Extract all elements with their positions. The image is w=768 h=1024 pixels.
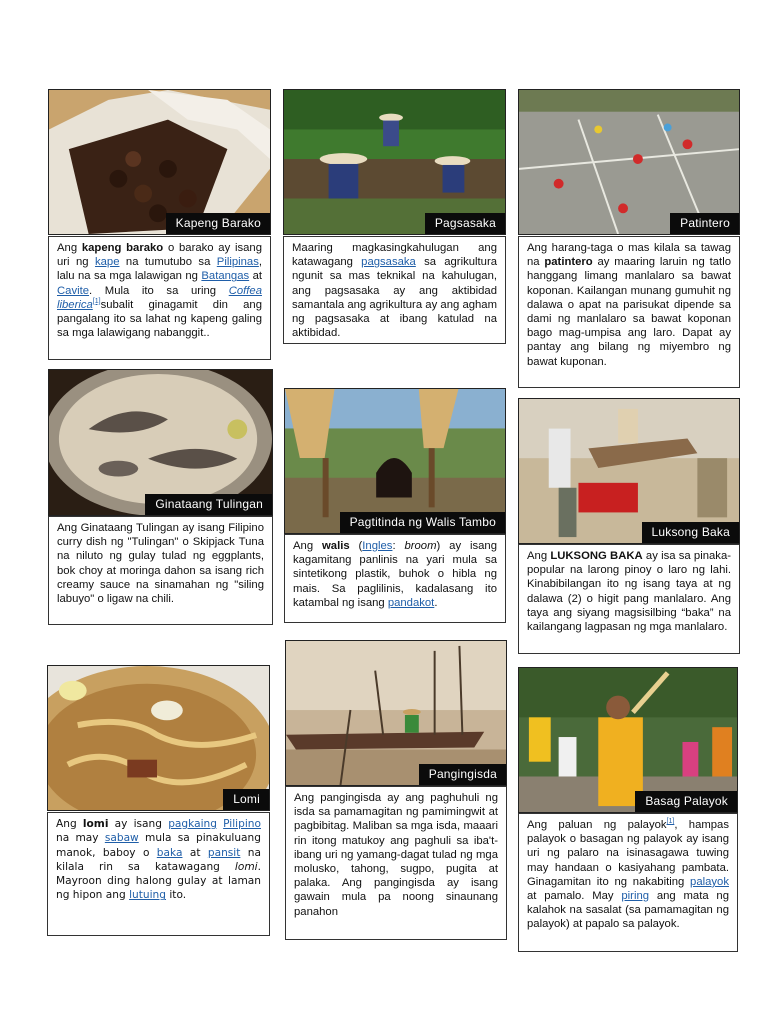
link-piring[interactable]: piring: [621, 890, 650, 903]
link-coffea-liberica[interactable]: Coffea liberica: [57, 284, 262, 311]
basag-palayok-caption: Basag Palayok: [635, 791, 737, 812]
link-cavite[interactable]: Cavite: [57, 284, 90, 297]
pagsasaka-photo: [283, 89, 506, 235]
link-batangas[interactable]: Batangas: [201, 270, 250, 283]
link-baka[interactable]: baka: [156, 846, 183, 859]
link-pandakot[interactable]: pandakot: [387, 596, 435, 609]
pagsasaka-description: Maaring magkasingkahulugan ang katawagang pagsasaka sa agrikultura ngunit sa mas teknikal na kahulugan, ang pagsasaka ay ang aktibidad samantala ang agrikultura ay ang agham ng pagsasaka at ibang katulad na aktibidad.: [283, 236, 506, 344]
ginataang-tulingan-caption: Ginataang Tulingan: [145, 494, 272, 515]
pangingisda-description: Ang pangingisda ay ang paghuhuli ng isda sa pamamagitan ng pamimingwit at pagbibitag. Maliban sa mga isda, maaari rin itong matukoy ang paghuli sa iba't-ibang uri ng yamang-dagat tulad ng mga molusko, tahong, sugpo, pugita at palaka. Ang pangingisda ay isang gawain mula pa noong sinaunang panahon: [285, 786, 507, 940]
luksong-baka-photo: [518, 398, 740, 544]
ginataang-tulingan-description: Ang Ginataang Tulingan ay isang Filipino curry dish ng "Tulingan" o Skipjack Tuna na niluto ng gulay tulad ng eggplants, bok choy at moringa dahon sa isang rich creamy sauce na sinamahan ng "siling labuyo" o ligaw na chili.: [48, 516, 273, 625]
basag-palayok-photo: [518, 667, 738, 813]
patintero-photo: [518, 89, 740, 235]
link-sabaw[interactable]: sabaw: [104, 832, 139, 845]
walis-tambo-photo: [284, 388, 506, 534]
lomi-description: Ang lomi ay isang pagkaing Pilipino na may sabaw mula sa pinakuluang manok, baboy o baka at pansit na kilala rin sa katawagang lomi. Mayroon ding halong gulay at laman ng hipon ang lutuing ito.: [47, 812, 270, 936]
pagsasaka-caption: Pagsasaka: [425, 213, 505, 234]
basag-palayok-description: Ang paluan ng palayok[1], hampas palayok o basagan ng palayok ay isang uri ng palaro na isinasagawa tuwing may handaan o kasiyahang pambata. Ginagamitan ito ng nakabiting palayok at pamalo. May piring ang mata ng kalahok na sasalat (sa pamamagitan ng palayok) at papalo sa palayok.: [518, 813, 738, 952]
patintero-description: Ang harang-taga o mas kilala sa tawag na patintero ay maaring laruin ng tatlo hanggang limang manlalaro sa bawat koponan. Kailangan munang gumuhit ng dalawa o apat na parisukat dipende sa dami ng manlalaro sa bawat koponan bago mag-umpisa ang laro. Dapat ay pantay ang bilang ng miyembro ng bawat kuponan.: [518, 236, 740, 388]
kapeng-barako-description: Ang kapeng barako o barako ay isang uri ng kape na tumutubo sa Pilipinas, lalu na sa mga lalawigan ng Batangas at Cavite. Mula ito sa uring Coffea liberica[1]subalit ginagamit din ang pangalang ito sa lahat ng kapeng galing sa mga lalawigang nabanggit..: [48, 236, 271, 360]
link-pilipino[interactable]: Pilipino: [223, 818, 261, 830]
pangingisda-photo: [285, 640, 507, 786]
kapeng-barako-photo: [48, 89, 271, 235]
lomi-caption: Lomi: [223, 789, 269, 810]
link-pagkaing[interactable]: pagkaing: [168, 818, 217, 830]
link-palayok[interactable]: palayok: [690, 875, 729, 888]
luksong-baka-caption: Luksong Baka: [642, 522, 739, 543]
lomi-photo: [47, 665, 270, 811]
link-ingles[interactable]: Ingles: [362, 540, 393, 552]
walis-tambo-caption: Pagtitinda ng Walis Tambo: [340, 512, 505, 533]
footnote-link[interactable]: [1]: [666, 818, 675, 826]
link-pilipinas[interactable]: Pilipinas: [216, 256, 259, 269]
ginataang-tulingan-photo: [48, 369, 273, 516]
pangingisda-caption: Pangingisda: [419, 764, 506, 785]
kapeng-barako-caption: Kapeng Barako: [166, 213, 270, 234]
link-pansit[interactable]: pansit: [207, 846, 241, 859]
luksong-baka-description: Ang LUKSONG BAKA ay isa sa pinaka-popular na larong pinoy o laro ng lahi. Kinabibilangan ito ng isang taya at ng dalawa (2) o higit pang manlalaro. Ang taya ang siyang magsisilbing “baka” na kailangang lagpasan ng mga manlalaro.: [518, 544, 740, 654]
walis-tambo-description: Ang walis (Ingles: broom) ay isang kagamitang panlinis na yari mula sa sintetikong plastik, buhok o hibla ng mais. Sa paglilinis, kadalasang ito katambal ng isang pandakot.: [284, 534, 506, 623]
link-kape[interactable]: kape: [94, 256, 120, 269]
link-pagsasaka[interactable]: pagsasaka: [361, 256, 416, 269]
patintero-caption: Patintero: [670, 213, 739, 234]
footnote-link[interactable]: [1]: [92, 298, 101, 306]
link-lutuing[interactable]: lutuing: [129, 889, 166, 902]
